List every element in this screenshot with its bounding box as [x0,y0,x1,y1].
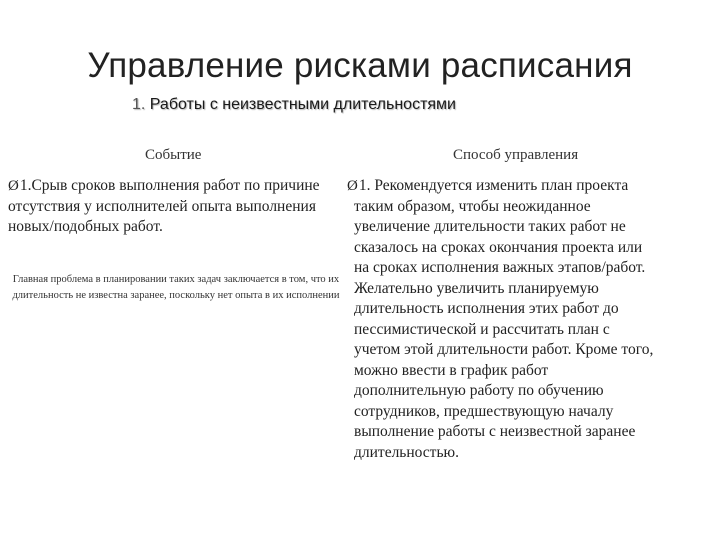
management-line: сказалось на сроках окончания проекта или [354,238,643,256]
management-number: 1. [358,177,371,194]
subtitle-number: 1. [132,96,146,113]
management-line: на сроках исполнения важных этапов/работ. [354,259,646,276]
management-description [347,176,712,463]
management-line: увеличение длительности таких работ не [354,218,626,235]
management-line: сотрудников, предшествующую началу [354,402,614,420]
subtitle-text: Работы с неизвестными длительностями [145,96,456,113]
column-heading-management: Способ управления [453,147,579,163]
management-line: дополнительную работу по обучению [354,382,604,399]
event-description [8,176,343,238]
management-line: длительностью. [354,443,459,461]
event-note: Главная проблема в планировании таких задач заключается в том, что их длительность не известна заранее, поскольку нет опыта в их исполнении [12,274,340,301]
slide-title: Управление рисками расписания [87,46,633,85]
column-heading-event: Событие [145,147,202,163]
management-line: Желательно увеличить планируемую [354,279,599,297]
slide-subtitle [132,96,456,114]
management-line: выполнение работы с неизвестной заранее [354,423,636,440]
arrow-bullet-icon: Ø [8,178,19,194]
management-line: учетом этой длительности работ. Кроме того, [354,341,654,358]
management-line: таким образом, чтобы неожиданное [354,197,591,215]
management-first-text: Рекомендуется изменить план проекта [370,177,629,194]
management-line: длительность исполнения этих работ до [354,300,619,317]
management-first-line [347,176,712,197]
arrow-bullet-icon: Ø [347,178,358,194]
management-line: пессимистической и рассчитать план с [354,320,610,338]
event-text: 1.Срыв сроков выполнения работ по причине отсутствия у исполнителей опыта выполнения новых/подобных работ. [8,177,320,235]
management-line: можно ввести в график работ [354,361,549,379]
